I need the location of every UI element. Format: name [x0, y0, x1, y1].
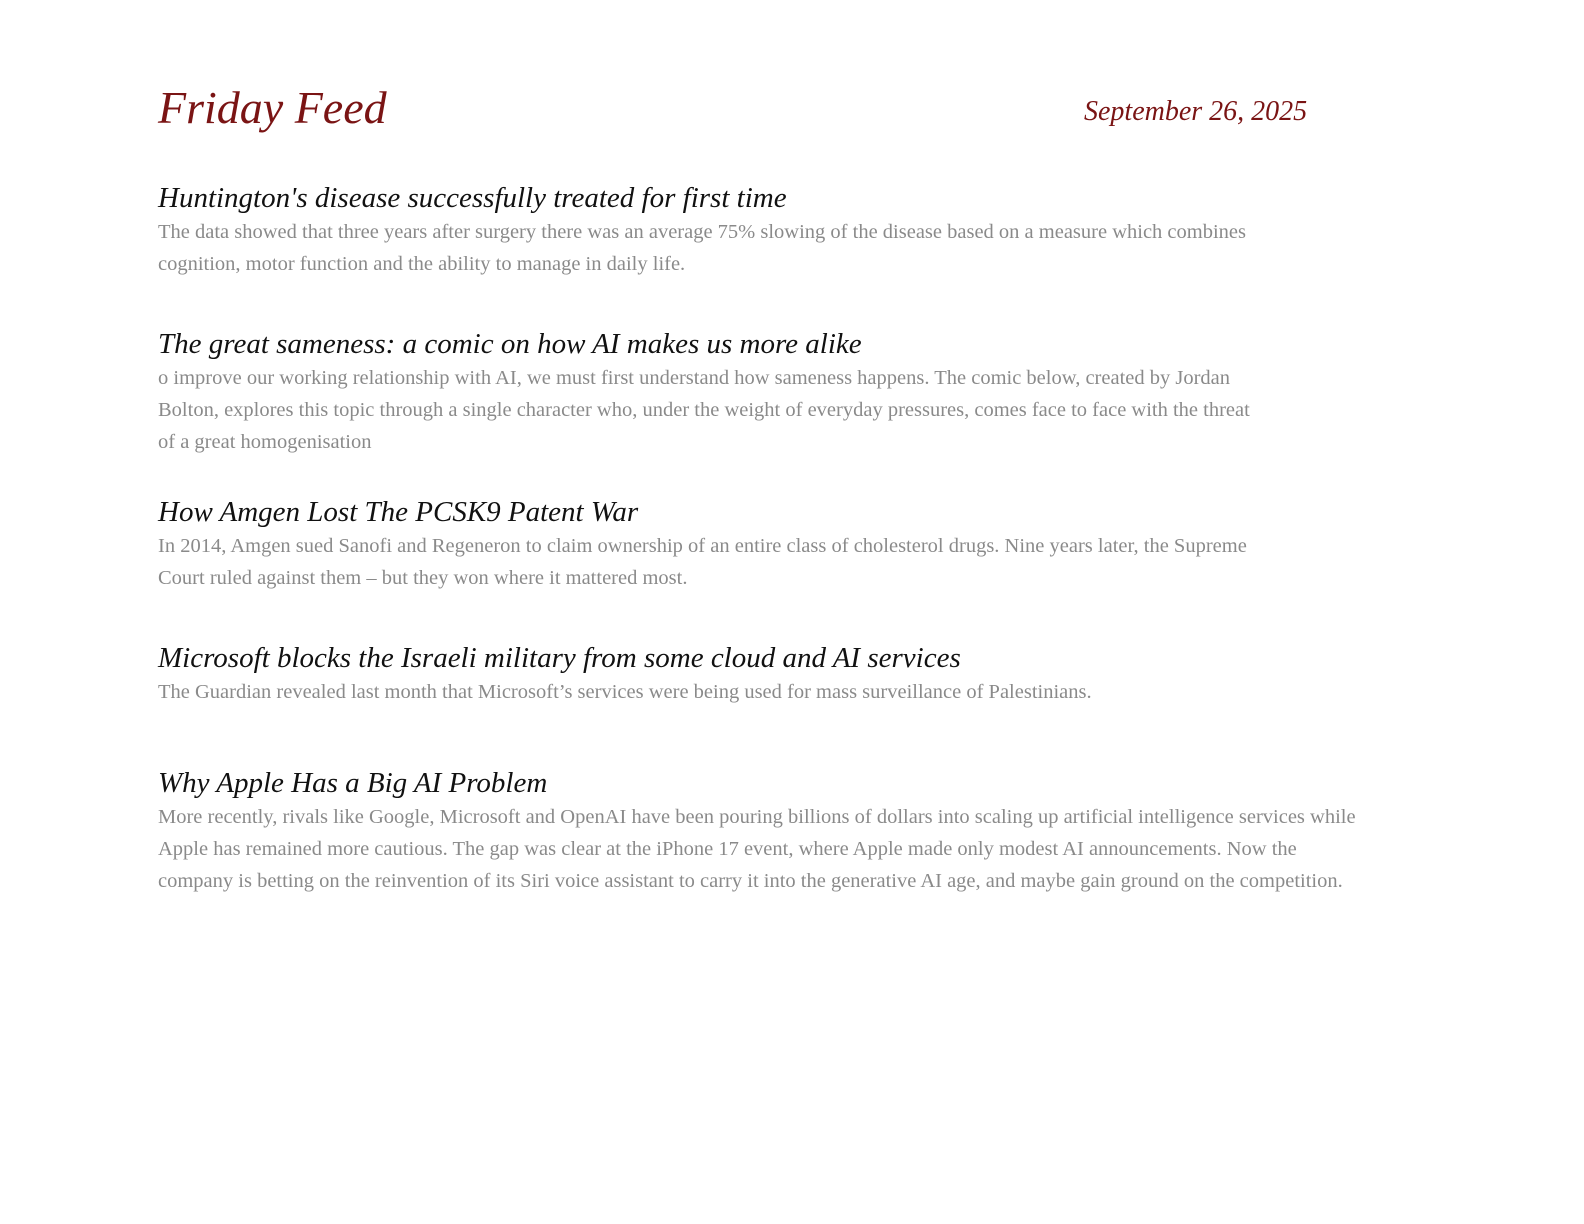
- article-summary: The Guardian revealed last month that Microsoft’s services were being used for mass surveillance of Palestinians.: [158, 681, 1092, 703]
- article-title-link[interactable]: Why Apple Has a Big AI Problem: [158, 767, 548, 799]
- article-summary: The data showed that three years after surgery there was an average 75% slowing of the disease based on a measure which combines cognition, motor function and the ability to manage in daily life.: [158, 221, 1246, 275]
- article-summary: In 2014, Amgen sued Sanofi and Regeneron to claim ownership of an entire class of cholesterol drugs. Nine years later, the Supreme Court ruled against them – but they won where it mattered most.: [158, 535, 1247, 589]
- article-item: [158, 180, 1368, 280]
- article-item: [158, 765, 1368, 897]
- feed-header: [158, 80, 1368, 140]
- article-item: [158, 326, 1368, 458]
- article-item: [158, 640, 1368, 708]
- feed-page: [158, 80, 1368, 892]
- article-title-link[interactable]: How Amgen Lost The PCSK9 Patent War: [158, 496, 639, 528]
- article-summary: More recently, rivals like Google, Microsoft and OpenAI have been pouring billions of dollars into scaling up artificial intelligence services while Apple has remained more cautious. The gap was clear at the iPhone 17 event, where Apple made only modest AI announcements. Now the company is betting on the reinvention of its Siri voice assistant to carry it into the generative AI age, and maybe gain ground on the competition.: [158, 806, 1356, 892]
- article-title-link[interactable]: Huntington's disease successfully treated for first time: [158, 182, 787, 214]
- article-summary: o improve our working relationship with AI, we must first understand how sameness happens. The comic below, created by Jordan Bolton, explores this topic through a single character who, under the weight of everyday pressures, comes face to face with the threat of a great homogenisation: [158, 367, 1250, 453]
- page-title: Friday Feed: [158, 82, 387, 133]
- article-title-link[interactable]: Microsoft blocks the Israeli military from some cloud and AI services: [158, 642, 961, 674]
- article-item: [158, 494, 1368, 594]
- feed-date: September 26, 2025: [1084, 96, 1308, 127]
- article-title-link[interactable]: The great sameness: a comic on how AI makes us more alike: [158, 328, 862, 360]
